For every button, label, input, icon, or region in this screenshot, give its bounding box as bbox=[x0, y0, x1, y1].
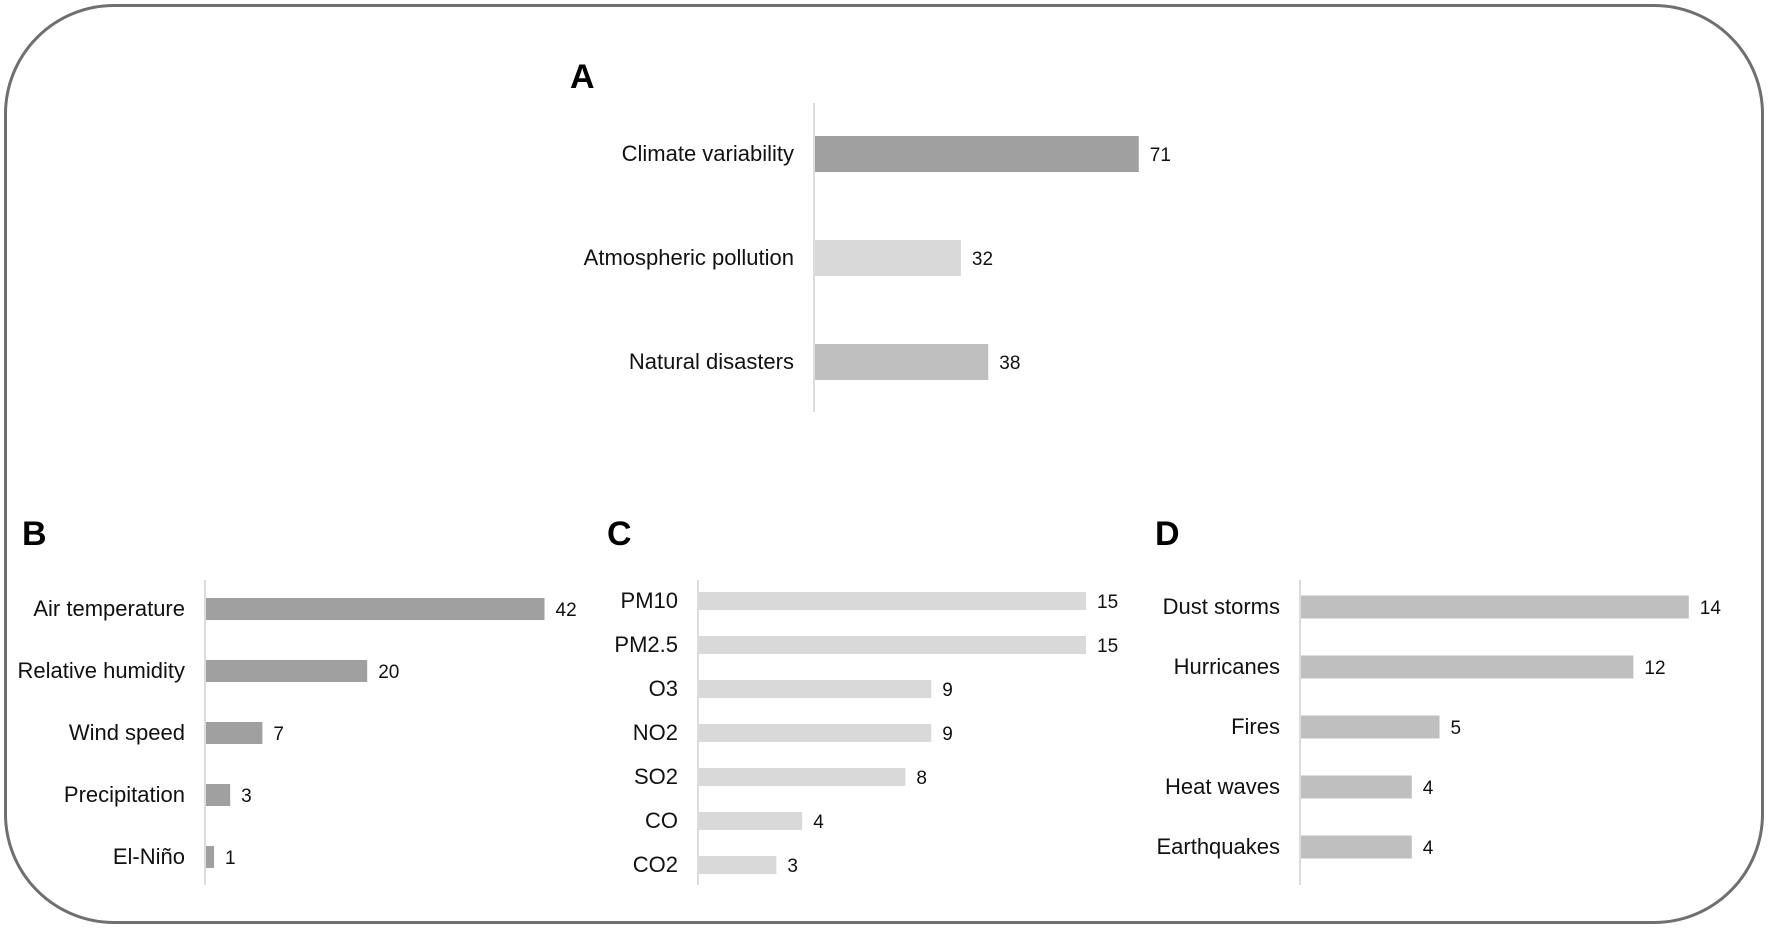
chart-a-category-label: Natural disasters bbox=[628, 349, 794, 374]
chart-c-category-label: CO bbox=[645, 808, 678, 833]
chart-c-category-label: O3 bbox=[648, 676, 678, 701]
chart-c-data-label: 15 bbox=[1097, 636, 1119, 657]
chart-a-data-label: 71 bbox=[1149, 145, 1171, 166]
chart-b-category-label: Wind speed bbox=[68, 720, 185, 745]
chart-b-data-label: 7 bbox=[273, 724, 284, 745]
chart-d-category-label: Heat waves bbox=[1165, 774, 1280, 799]
chart-c-data-label: 4 bbox=[813, 812, 824, 833]
chart-c-data-label: 3 bbox=[787, 856, 798, 877]
chart-a-category-label: Atmospheric pollution bbox=[583, 245, 794, 270]
chart-d-category-label: Hurricanes bbox=[1173, 654, 1280, 679]
chart-d-data-label: 4 bbox=[1422, 778, 1434, 799]
chart-d-bar bbox=[1301, 716, 1440, 739]
chart-b-category-label: Precipitation bbox=[63, 782, 185, 807]
chart-b-category-label: Relative humidity bbox=[17, 658, 185, 683]
panel-label-c: C bbox=[607, 515, 632, 553]
panel-label-d: D bbox=[1155, 515, 1180, 553]
chart-b-data-label: 1 bbox=[225, 848, 236, 869]
panel-label-a: A bbox=[570, 58, 595, 96]
chart-b-data-label: 3 bbox=[241, 786, 252, 807]
chart-b-category-label: Air temperature bbox=[33, 596, 185, 621]
chart-a-data-label: 38 bbox=[999, 353, 1021, 374]
chart-c-data-label: 9 bbox=[942, 680, 953, 701]
chart-b-data-label: 42 bbox=[555, 600, 577, 621]
chart-d-category-label: Fires bbox=[1231, 714, 1280, 739]
chart-b-data-label: 20 bbox=[378, 662, 400, 683]
chart-d-data-label: 5 bbox=[1450, 718, 1462, 739]
panel-label-b: B bbox=[22, 515, 47, 553]
chart-b-category-label: El-Niño bbox=[112, 844, 185, 869]
chart-d-data-label: 14 bbox=[1699, 598, 1721, 619]
chart-c-category-label: PM2.5 bbox=[614, 632, 678, 657]
chart-a-data-label: 32 bbox=[971, 249, 994, 270]
chart-d-data-label: 12 bbox=[1644, 658, 1666, 679]
chart-c-data-label: 15 bbox=[1097, 592, 1119, 613]
chart-c-category-label: PM10 bbox=[620, 588, 678, 613]
chart-c-data-label: 8 bbox=[916, 768, 927, 789]
chart-d-category-label: Earthquakes bbox=[1156, 834, 1280, 859]
chart-d-bar bbox=[1301, 656, 1633, 679]
chart-c-category-label: NO2 bbox=[632, 720, 678, 745]
chart-d-bar bbox=[1301, 596, 1689, 619]
chart-c-category-label: SO2 bbox=[633, 764, 678, 789]
chart-d-bar bbox=[1301, 776, 1412, 799]
chart-c-data-label: 9 bbox=[942, 724, 953, 745]
chart-d-category-label: Dust storms bbox=[1162, 594, 1280, 619]
chart-d-bar bbox=[1301, 836, 1412, 859]
chart-c-category-label: CO2 bbox=[632, 852, 678, 877]
chart-a-category-label: Climate variability bbox=[621, 141, 794, 166]
chart-d-data-label: 4 bbox=[1422, 838, 1434, 859]
